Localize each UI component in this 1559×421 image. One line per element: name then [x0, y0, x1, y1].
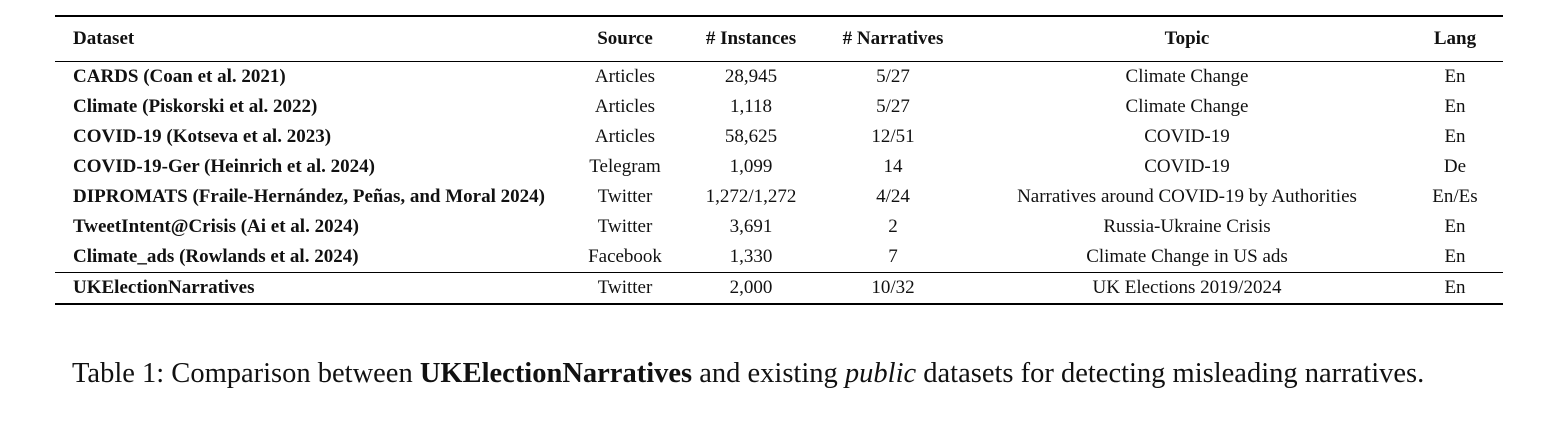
header-lang: Lang	[1407, 16, 1503, 62]
cell-source: Twitter	[597, 186, 653, 207]
cell-topic: Climate Change	[1125, 96, 1249, 117]
cell-lang: De	[1443, 156, 1467, 177]
cell-source: Telegram	[589, 156, 661, 177]
cell-dataset: COVID-19 (Kotseva et al. 2023)	[73, 126, 332, 147]
cell-instances: 1,272/1,272	[705, 186, 797, 207]
table-row	[55, 62, 1503, 93]
cell-source: Twitter	[567, 273, 683, 305]
cell-dataset: Climate_ads (Rowlands et al. 2024)	[73, 246, 359, 267]
cell-narratives: 4/24	[876, 186, 910, 207]
cell-topic: UK Elections 2019/2024	[967, 273, 1407, 305]
cell-topic: Narratives around COVID-19 by Authorities	[1017, 186, 1357, 207]
comparison-table	[55, 15, 1503, 305]
table-row	[55, 182, 1503, 212]
cell-lang: En/Es	[1432, 186, 1478, 207]
cell-lang: En	[1444, 66, 1466, 87]
cell-instances: 1,099	[729, 156, 773, 177]
cell-source: Facebook	[588, 246, 662, 267]
cell-topic: COVID-19	[1144, 126, 1230, 147]
cell-source: Articles	[594, 96, 656, 117]
cell-lang: En	[1407, 273, 1503, 305]
cell-dataset: CARDS (Coan et al. 2021)	[73, 66, 286, 87]
cell-narratives: 10/32	[819, 273, 967, 305]
cell-instances: 2,000	[683, 273, 819, 305]
header-dataset: Dataset	[55, 16, 567, 62]
cell-dataset: COVID-19-Ger (Heinrich et al. 2024)	[73, 156, 376, 177]
cell-narratives: 7	[888, 246, 898, 267]
cell-narratives: 14	[883, 156, 903, 177]
highlight-row	[55, 273, 1503, 305]
cell-instances: 1,118	[729, 96, 773, 117]
cell-source: Twitter	[597, 216, 653, 237]
caption-middle: and existing	[692, 358, 845, 389]
header-instances: # Instances	[683, 16, 819, 62]
header-source: Source	[567, 16, 683, 62]
cell-instances: 28,945	[724, 66, 778, 87]
cell-instances: 1,330	[729, 246, 773, 267]
cell-narratives: 2	[888, 216, 898, 237]
cell-instances: 3,691	[729, 216, 773, 237]
caption-italic: public	[844, 358, 917, 389]
cell-source: Articles	[594, 66, 656, 87]
cell-dataset: Climate (Piskorski et al. 2022)	[73, 96, 318, 117]
table-row	[55, 92, 1503, 122]
cell-topic: COVID-19	[1144, 156, 1230, 177]
cell-narratives: 5/27	[876, 96, 910, 117]
cell-narratives: 12/51	[871, 126, 915, 147]
caption-suffix: datasets for detecting misleading narratives.	[916, 358, 1425, 389]
caption-bold: UKElectionNarratives	[419, 358, 693, 389]
table-row	[55, 122, 1503, 152]
table-container	[55, 15, 1503, 305]
cell-lang: En	[1444, 126, 1466, 147]
table-header-row	[55, 16, 1503, 62]
cell-instances: 58,625	[724, 126, 778, 147]
caption-prefix: Table 1: Comparison between	[72, 358, 420, 389]
cell-source: Articles	[594, 126, 656, 147]
cell-narratives: 5/27	[876, 66, 910, 87]
header-topic: Topic	[967, 16, 1407, 62]
table-row	[55, 212, 1503, 242]
table-caption	[72, 358, 1424, 390]
cell-topic: Climate Change in US ads	[1086, 246, 1288, 267]
cell-lang: En	[1444, 96, 1466, 117]
cell-dataset: DIPROMATS (Fraile-Hernández, Peñas, and Moral 2024)	[73, 186, 545, 207]
cell-lang: En	[1444, 216, 1466, 237]
cell-lang: En	[1444, 246, 1466, 267]
cell-topic: Russia-Ukraine Crisis	[1103, 216, 1271, 237]
header-narratives: # Narratives	[819, 16, 967, 62]
cell-dataset: TweetIntent@Crisis (Ai et al. 2024)	[73, 216, 359, 237]
cell-dataset: UKElectionNarratives	[55, 273, 567, 305]
table-row	[55, 152, 1503, 182]
table-row	[55, 242, 1503, 273]
cell-topic: Climate Change	[1125, 66, 1249, 87]
